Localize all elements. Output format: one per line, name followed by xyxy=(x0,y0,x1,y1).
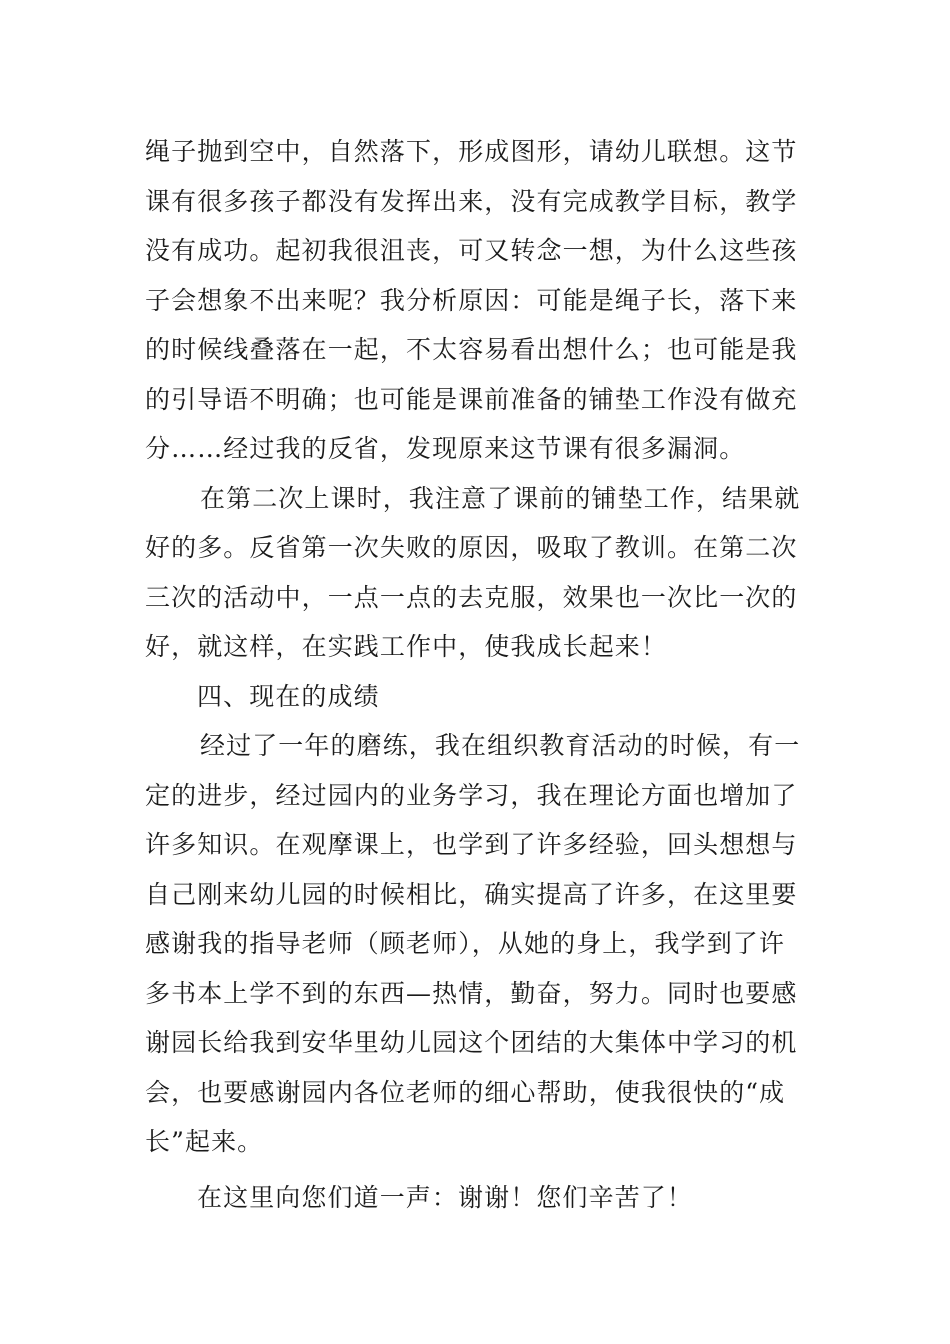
text-line: 子会想象不出来呢？我分析原因：可能是绳子长，落下来 xyxy=(145,285,798,315)
text-line: 经过了一年的磨练，我在组织教育活动的时候，有一 xyxy=(200,731,801,760)
text-line: 分……经过我的反省，发现原来这节课有很多漏洞。 xyxy=(145,434,746,463)
closing-paragraph xyxy=(145,1173,810,1223)
document-body xyxy=(145,127,810,1222)
text-line: 好的多。反省第一次失败的原因，吸取了教训。在第二次 xyxy=(145,533,798,562)
text-line: 长”起来。 xyxy=(145,1127,264,1156)
paragraph-second-lesson xyxy=(145,474,810,672)
section-heading xyxy=(145,672,810,722)
text-line: 没有成功。起初我很沮丧，可又转念一想，为什么这些孩 xyxy=(145,236,798,265)
text-line: 好，就这样，在实践工作中，使我成长起来！ xyxy=(145,632,668,661)
text-line: 感谢我的指导老师（顾老师），从她的身上，我学到了许 xyxy=(145,929,786,958)
heading-text: 四、现在的成绩 xyxy=(197,681,380,711)
paragraph-achievements xyxy=(145,721,810,1167)
text-line: 会，也要感谢园内各位老师的细心帮助，使我很快的“成 xyxy=(145,1077,786,1107)
text-line: 在第二次上课时，我注意了课前的铺垫工作，结果就 xyxy=(200,483,801,513)
text-line: 绳子抛到空中，自然落下，形成图形，请幼儿联想。这节 xyxy=(145,137,798,166)
text-line: 的引导语不明确；也可能是课前准备的铺垫工作没有做充 xyxy=(145,384,798,414)
text-line: 谢园长给我到安华里幼儿园这个团结的大集体中学习的机 xyxy=(145,1028,798,1057)
text-line: 自己刚来幼儿园的时候相比，确实提高了许多，在这里要 xyxy=(145,879,798,909)
paragraph-continuation xyxy=(145,127,810,474)
text-line: 三次的活动中，一点一点的去克服，效果也一次比一次的 xyxy=(145,582,798,612)
text-line: 定的进步，经过园内的业务学习，我在理论方面也增加了 xyxy=(145,780,798,810)
text-line: 许多知识。在观摩课上，也学到了许多经验，回头想想与 xyxy=(145,830,798,859)
text-line: 课有很多孩子都没有发挥出来，没有完成教学目标，教学 xyxy=(145,186,798,216)
closing-text: 在这里向您们道一声：谢谢！您们辛苦了！ xyxy=(197,1182,693,1212)
text-line: 多书本上学不到的东西—热情，勤奋，努力。同时也要感 xyxy=(145,978,798,1008)
text-line: 的时候线叠落在一起，不太容易看出想什么；也可能是我 xyxy=(145,335,798,364)
